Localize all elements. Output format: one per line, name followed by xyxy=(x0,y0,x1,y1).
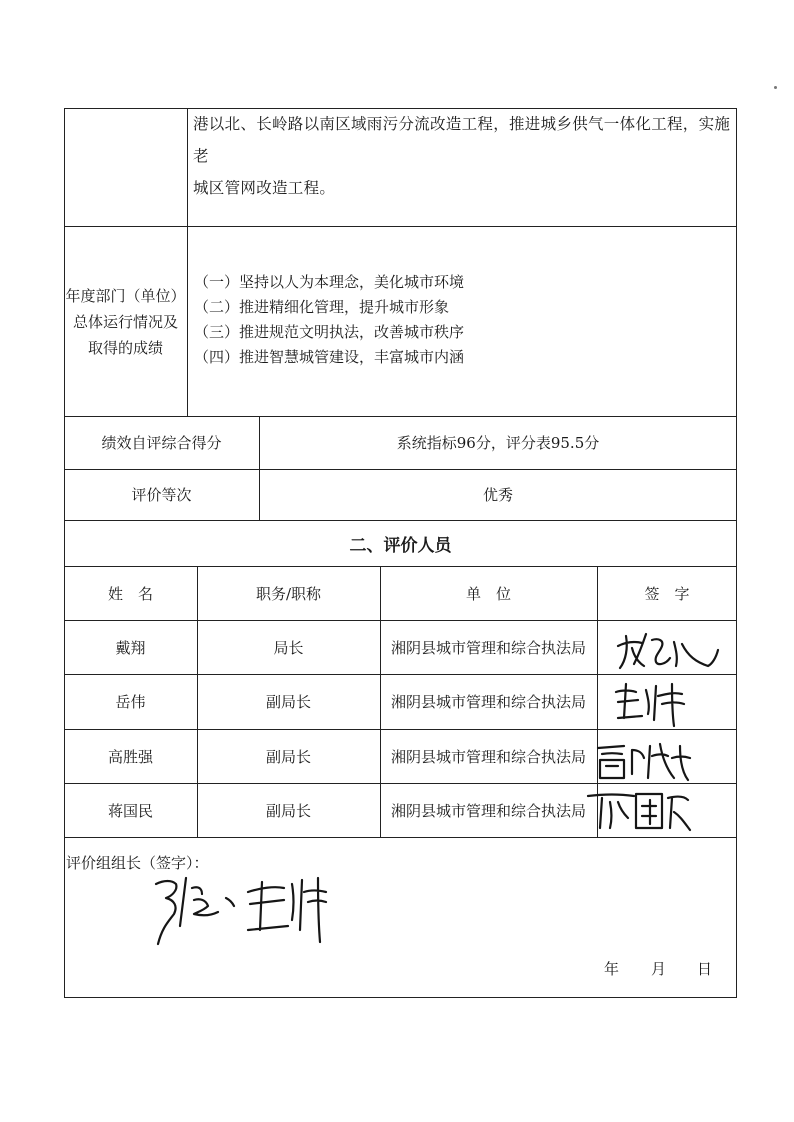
header-title: 职务/职称 xyxy=(255,584,322,603)
achievement-item: （四）推进智慧城管建设，丰富城市内涵 xyxy=(194,348,465,366)
score-value: 系统指标96分，评分表95.5分 xyxy=(396,434,600,452)
achievement-list xyxy=(194,270,464,370)
date-month-label: 月 xyxy=(651,960,667,978)
person-unit: 湘阴县城市管理和综合执法局 xyxy=(390,801,586,820)
header-signature: 签 字 xyxy=(644,584,690,603)
person-name: 蒋国民 xyxy=(107,801,153,820)
person-name: 高胜强 xyxy=(107,747,153,766)
person-title: 副局长 xyxy=(265,801,311,820)
person-title: 副局长 xyxy=(265,693,311,711)
header-name: 姓 名 xyxy=(107,584,153,603)
signature-dai-xiang xyxy=(612,628,722,673)
achievement-item: （三）推进规范文明执法，改善城市秩序 xyxy=(194,323,465,341)
signature-yue-wei xyxy=(612,680,692,728)
table-column-rule xyxy=(187,108,188,416)
person-title: 副局长 xyxy=(265,747,311,766)
person-name: 戴翔 xyxy=(115,638,146,657)
signature-gao-shengqiang xyxy=(594,738,694,784)
paragraph-line: 港以北、长岭路以南区域雨污分流改造工程，推进城乡供气一体化工程，实施老 xyxy=(193,115,731,165)
person-unit: 湘阴县城市管理和综合执法局 xyxy=(390,638,586,657)
person-unit: 湘阴县城市管理和综合执法局 xyxy=(390,693,586,711)
date-day-label: 日 xyxy=(697,960,713,978)
scan-speck xyxy=(774,86,777,89)
table-rule xyxy=(64,837,737,838)
person-unit: 湘阴县城市管理和综合执法局 xyxy=(390,747,586,766)
signature-jiang-guomin xyxy=(584,788,694,834)
achievement-item: （一）坚持以人为本理念，美化城市环境 xyxy=(194,273,465,291)
person-title: 局长 xyxy=(273,638,304,657)
score-label: 绩效自评综合得分 xyxy=(101,434,222,452)
header-unit: 单 位 xyxy=(465,584,511,603)
person-name: 岳伟 xyxy=(115,693,146,711)
achievement-item: （二）推进精细化管理，提升城市形象 xyxy=(194,298,450,316)
label-line: 取得的成绩 xyxy=(87,339,163,357)
grade-label: 评价等次 xyxy=(131,486,192,504)
date-year-label: 年 xyxy=(604,960,620,978)
label-line: 总体运行情况及 xyxy=(72,313,178,331)
table-rule xyxy=(64,226,737,227)
overall-performance-label xyxy=(64,283,187,361)
grade-value: 优秀 xyxy=(482,486,513,504)
leader-signature-label: 评价组组长（签字）： xyxy=(66,854,209,872)
paragraph-line: 城区管网改造工程。 xyxy=(193,179,336,197)
leader-signature xyxy=(150,870,330,950)
continued-paragraph xyxy=(193,108,733,204)
section-title: 二、评价人员 xyxy=(349,535,452,556)
label-line: 年度部门（单位） xyxy=(65,287,186,305)
